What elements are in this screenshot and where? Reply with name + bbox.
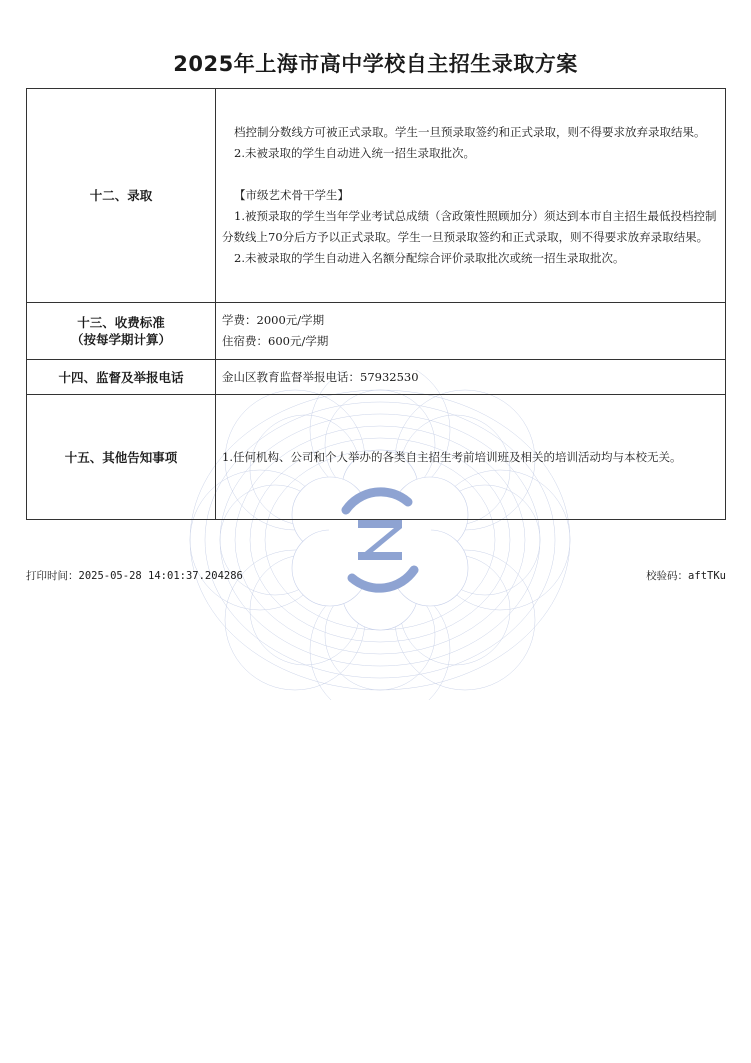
row-content [216, 395, 726, 520]
paragraph: 1.任何机构、公司和个人举办的各类自主招生考前培训班及相关的培训活动均与本校无关。 [222, 449, 682, 464]
table-row [27, 303, 726, 360]
print-time: 打印时间：2025-05-28 14:01:37.204286 [26, 570, 243, 582]
paragraph: 2.未被录取的学生自动进入名额分配综合评价录取批次或统一招生录取批次。 [234, 251, 625, 265]
table-row [27, 395, 726, 520]
row-label-line: （按每学期计算） [70, 332, 171, 347]
page-title: 2025年上海市高中学校自主招生录取方案 [173, 52, 578, 76]
table-row [27, 360, 726, 395]
paragraph: 住宿费：600元/学期 [222, 334, 329, 348]
paragraph: 2.未被录取的学生自动进入统一招生录取批次。 [234, 146, 475, 160]
row-content [216, 360, 726, 395]
paragraph: 1.被预录取的学生当年学业考试总成绩（含政策性照顾加分）须达到本市自主招生最低投档控制分数线上70分后方予以正式录取。学生一旦预录取签约和正式录取，则不得要求放弃录取结果。 [222, 209, 717, 244]
row-label [27, 303, 216, 360]
paragraph: 金山区教育监督举报电话：57932530 [222, 369, 419, 384]
row-label: 十五、其他告知事项 [27, 395, 216, 520]
blank-line [222, 164, 719, 185]
table-row [27, 89, 726, 303]
paragraph: 【市级艺术骨干学生】 [234, 188, 349, 202]
check-code: 校验码：aftTKu [646, 570, 726, 582]
row-label: 十四、监督及举报电话 [27, 360, 216, 395]
row-label: 十二、录取 [27, 89, 216, 303]
row-content [216, 303, 726, 360]
admission-table [26, 88, 726, 520]
paragraph: 档控制分数线方可被正式录取。学生一旦预录取签约和正式录取，则不得要求放弃录取结果。 [234, 125, 706, 139]
row-content [216, 89, 726, 303]
row-label-line: 十三、收费标准 [77, 315, 165, 330]
paragraph: 学费：2000元/学期 [222, 313, 325, 327]
